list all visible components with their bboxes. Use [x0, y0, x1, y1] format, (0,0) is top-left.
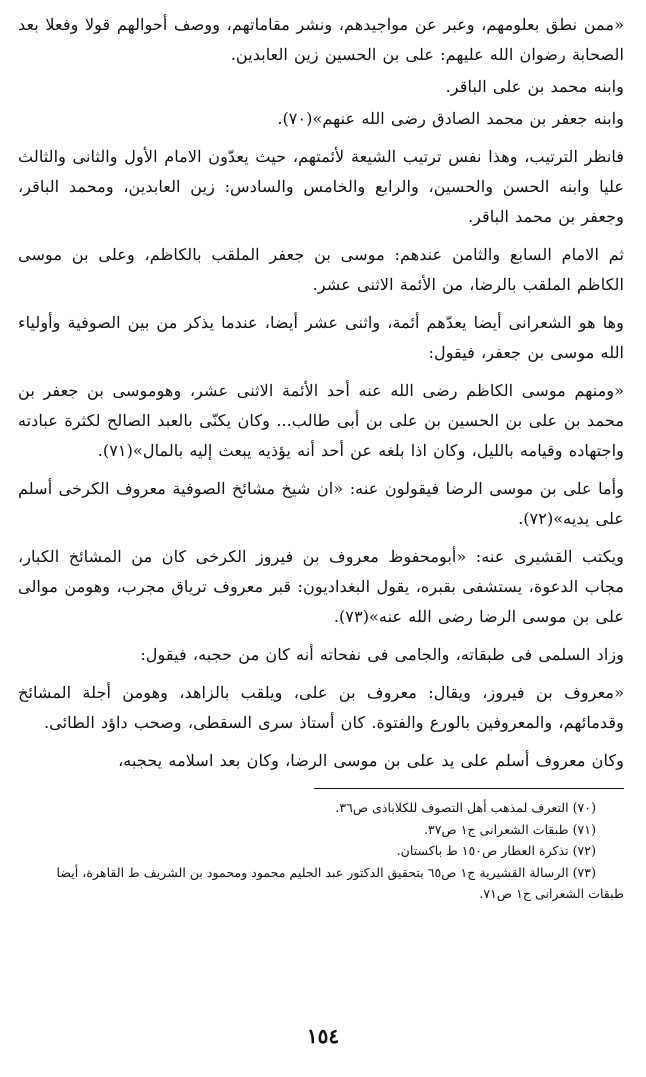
paragraph-1: «ممن نطق بعلومهم، وعبر عن مواجيدهم، ونشر مقاماتهم، ووصف أحوالهم قولا وفعلا بعد الصحابة رضوان الله عليهم: على بن الحسين زين العابدين.: [18, 15, 624, 64]
paragraph-7: «ومنهم موسى الكاظم رضى الله عنه أحد الأئمة الاثنى عشر، وهوموسى بن جعفر بن محمد بن على بن الحسين بن على بن أبى طالب... وكان يكنّى بالعبد الصالح لكثرة عبادته واجتهاده وقيامه بالليل، وكان اذا بلغه عن أحد أنه يؤذيه يبعث إليه بالمال»(٧١).: [18, 381, 624, 460]
footnote-73-continued: طبقات الشعرانى ج١ ص٧١.: [479, 886, 624, 901]
paragraph-11: «معروف بن فيروز، ويقال: معروف بن على، ويلقب بالزاهد، وهومن أجلة المشائخ وقدمائهم، والمعروفين بالورع والفتوة. كان أستاذ سرى السقطى، وصحب داؤد الطائى.: [18, 683, 624, 732]
footnote-73: (٧٣) الرسالة القشيرية ج١ ص٦٥ بتحقيق الدكتور عبد الحليم محمود ومحمود بن الشريف ط القاهرة، أيضا: [56, 864, 596, 880]
paragraph-8: وأما على بن موسى الرضا فيقولون عنه: «ان شيخ مشائخ الصوفية معروف الكرخى أسلم على يديه»(٧٢).: [18, 479, 624, 528]
paragraph-10: وزاد السلمى فى طبقاته، والجامى فى نفحاته أنه كان من حجبه، فيقول:: [140, 645, 624, 664]
footnote-divider: [314, 788, 624, 789]
footnote-70: (٧٠) التعرف لمذهب أهل التصوف للكلاباذى ص٣٦.: [335, 800, 596, 815]
footnote-72: (٧٢) تذكرة العطار ص١٥٠ ط باكستان.: [396, 843, 596, 858]
paragraph-2: وابنه محمد بن على الباقر.: [445, 77, 624, 96]
paragraph-4: فانظر الترتيب، وهذا نفس ترتيب الشيعة لأئمتهم، حيث يعدّون الامام الأول والثانى والثالث عليا وابنه الحسن والحسين، والرابع والخامس والسادس: زين العابدين، ومحمد الباقر، وجعفر بن محمد الباقر.: [18, 147, 624, 226]
footnote-71: (٧١) طبقات الشعرانى ج١ ص٣٧.: [423, 821, 596, 837]
main-text: [18, 10, 624, 776]
paragraph-12: وكان معروف أسلم على يد على بن موسى الرضا، وكان بعد اسلامه يحجبه،: [118, 751, 624, 770]
paragraph-5: ثم الامام السابع والثامن عندهم: موسى بن جعفر الملقب بالكاظم، وعلى بن موسى الكاظم الملقب بالرضا، من الأئمة الاثنى عشر.: [18, 245, 624, 294]
footnotes: [18, 797, 624, 905]
page-number: ١٥٤: [306, 1024, 340, 1048]
paragraph-6: وها هو الشعرانى أيضا يعدّهم أئمة، واثنى عشر أيضا، عندما يذكر من بين الصوفية وأولياء الله موسى بن جعفر، فيقول:: [18, 313, 624, 362]
paragraph-3: وابنه جعفر بن محمد الصادق رضى الله عنهم»(٧٠).: [277, 109, 624, 128]
paragraph-9: ويكتب القشيرى عنه: «أبومحفوظ معروف بن فيروز الكرخى كان من المشائخ الكبار، مجاب الدعوة، يستشفى بقبره، يقول البغداديون: قبر معروف ترياق مجرب، وهومن موالى على بن موسى الرضا رضى الله عنه»(٧٣).: [18, 547, 624, 626]
